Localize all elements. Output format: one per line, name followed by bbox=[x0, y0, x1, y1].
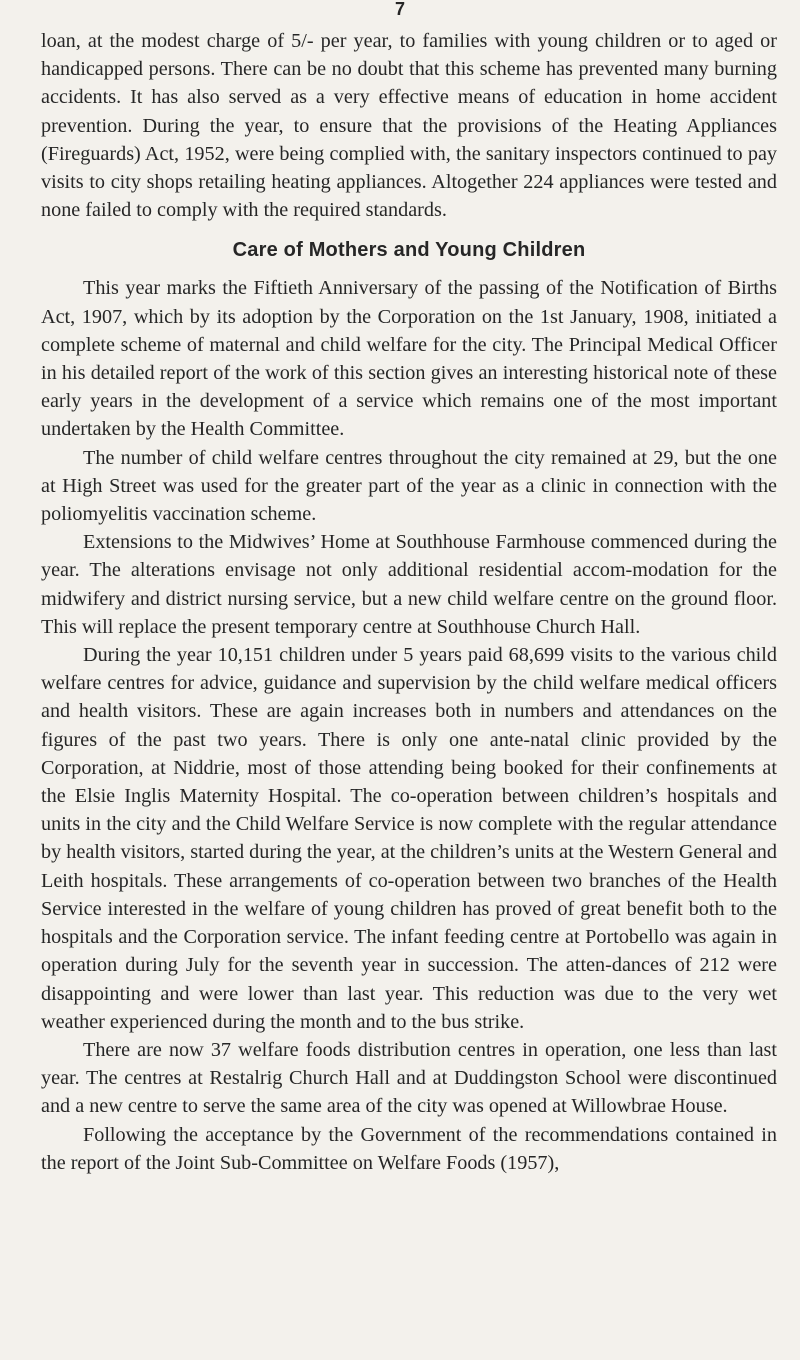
opening-paragraph: loan, at the modest charge of 5/- per year, to families with young children or to aged or handicapped persons. There can be no doubt that this scheme has prevented many burning accidents. It has also served as a very effective means of education in home accident prevention. During the year, to ensure that the provisions of the Heating Appliances (Fireguards) Act, 1952, were being complied with, the sanitary inspectors continued to pay visits to city shops retailing heating appliances. Altogether 224 appliances were tested and none failed to comply with the required standards. bbox=[41, 30, 777, 222]
paragraph-centres: The number of child welfare centres throughout the city remained at 29, but the one at High Street was used for the greater part of the year as a clinic in connection with the poliomyelitis vaccination scheme. bbox=[41, 446, 777, 526]
page-number: 7 bbox=[394, 0, 405, 19]
paragraph-welfare-foods: There are now 37 welfare foods distribution centres in operation, one less than last year. The centres at Restalrig Church Hall and at Duddingston School were discontinued and a new centre to serve the same area of the city was opened at Willowbrae House. bbox=[41, 1038, 777, 1118]
paragraph-midwives-home: Extensions to the Midwives’ Home at Southhouse Farmhouse commenced during the year. The alterations envisage not only additional residential accom-modation for the midwifery and district nursing service, but a new child welfare centre on the ground floor. This will replace the present temporary centre at Southhouse Church Hall. bbox=[41, 531, 777, 638]
paragraph-recommendations: Following the acceptance by the Government of the recommendations contained in the report of the Joint Sub-Committee on Welfare Foods (1957), bbox=[41, 1123, 777, 1174]
paragraph-anniversary: This year marks the Fiftieth Anniversary of the passing of the Notification of Births Act, 1907, which by its adoption by the Corporation on the 1st January, 1908, initiated a complete scheme of maternal and child welfare for the city. The Principal Medical Officer in his detailed report of the work of this section gives an interesting historical note of these early years in the development of a service which remains one of the most important undertaken by the Health Committee. bbox=[41, 277, 777, 441]
body-text bbox=[41, 27, 777, 1177]
section-heading: Care of Mothers and Young Children bbox=[232, 239, 586, 262]
paragraph-visits: During the year 10,151 children under 5 years paid 68,699 visits to the various child welfare centres for advice, guidance and supervision by the child welfare medical officers and health visitors. These are again increases both in numbers and attendances on the figures of the past two years. There is only one ante-natal clinic provided by the Corporation, at Niddrie, most of those attending being booked for their confinements at the Elsie Inglis Maternity Hospital. The co-operation between children’s hospitals and units in the city and the Child Welfare Service is now complete with the regular attendance by health visitors, started during the year, at the children’s units at the Western General and Leith hospitals. These arrangements of co-operation between two branches of the Health Service interested in the welfare of young children has proved of great benefit both to the hospitals and the Corporation service. The infant feeding centre at Portobello was again in operation during July for the seventh year in succession. The atten-dances of 212 were disappointing and were lower than last year. This reduction was due to the very wet weather experienced during the month and to the bus strike. bbox=[41, 644, 777, 1033]
